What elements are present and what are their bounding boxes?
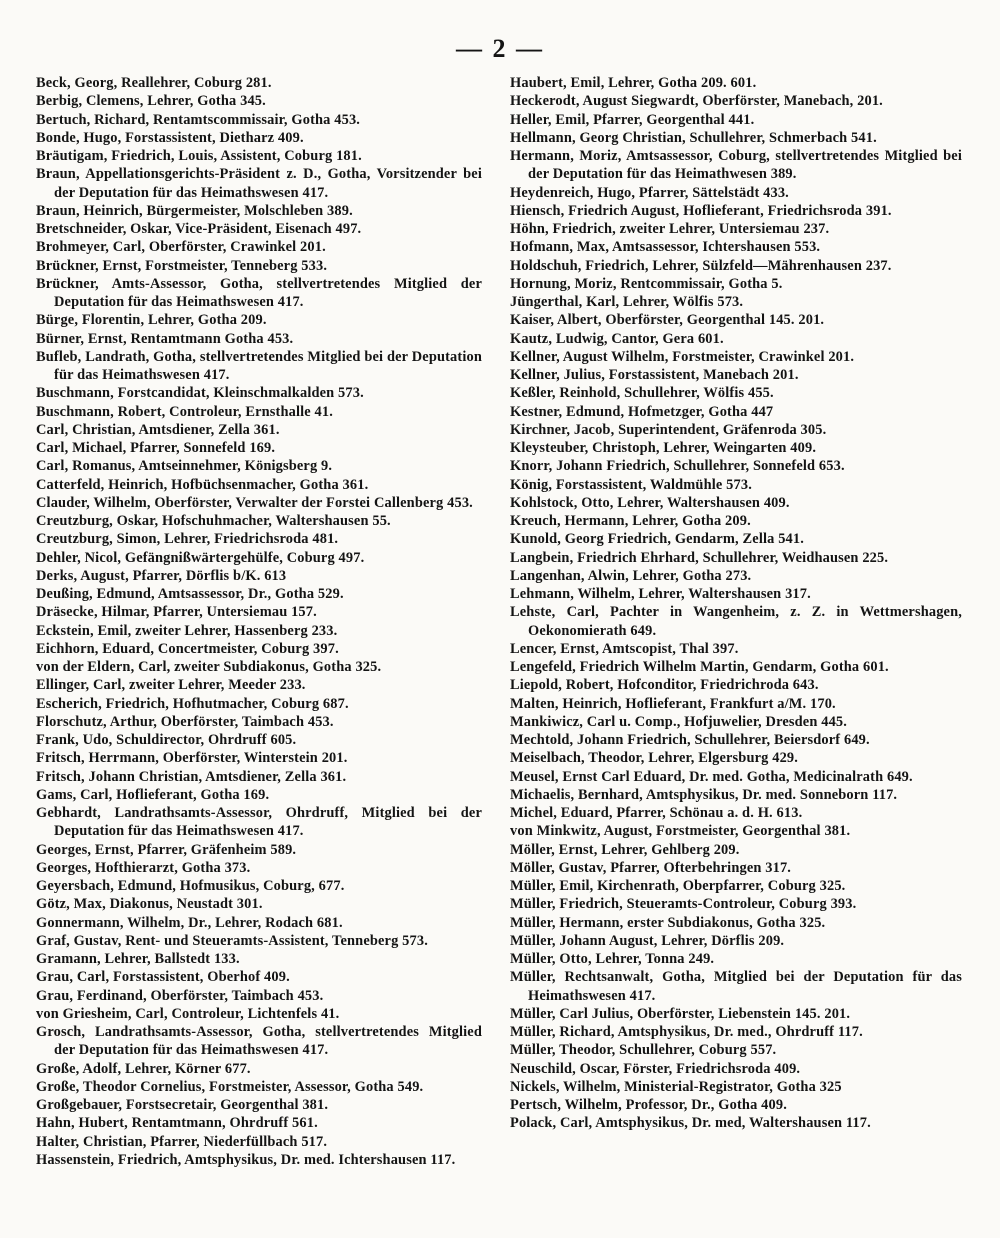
- index-entry: Braun, Heinrich, Bürgermeister, Molschleben 389.: [36, 202, 353, 219]
- index-entry: Höhn, Friedrich, zweiter Lehrer, Untersiemau 237.: [510, 221, 830, 237]
- index-entry: Braun, Appellationsgerichts-Präsident z. D., Gotha, Vorsitzender bei der Deputation für das Heimathswesen 417.: [36, 166, 482, 201]
- index-entry: Hofmann, Max, Amtsassessor, Ichtershausen 553.: [510, 239, 821, 256]
- index-entry: von Minkwitz, August, Forstmeister, Georgenthal 381.: [510, 823, 851, 840]
- index-entry: Hassenstein, Friedrich, Amtsphysikus, Dr. med. Ichtershausen 117.: [36, 1151, 456, 1168]
- index-entry: Müller, Friedrich, Steueramts-Controleur, Coburg 393.: [510, 896, 857, 913]
- index-entry: Möller, Gustav, Pfarrer, Ofterbehringen 317.: [510, 859, 792, 876]
- index-entry: Heller, Emil, Pfarrer, Georgenthal 441.: [510, 111, 755, 128]
- index-entry: Carl, Romanus, Amtseinnehmer, Königsberg 9.: [36, 458, 333, 475]
- index-entry: von der Eldern, Carl, zweiter Subdiakonus, Gotha 325.: [36, 659, 382, 675]
- index-entry: Buschmann, Robert, Controleur, Ernsthalle 41.: [36, 403, 333, 420]
- index-entry: Gams, Carl, Hoflieferant, Gotha 169.: [36, 786, 270, 803]
- index-entry: Jüngerthal, Karl, Lehrer, Wölfis 573.: [510, 294, 744, 310]
- index-entry: Dräsecke, Hilmar, Pfarrer, Untersiemau 157.: [36, 604, 317, 621]
- index-entry: von Griesheim, Carl, Controleur, Lichtenfels 41.: [36, 1005, 340, 1022]
- index-entry: Kleysteuber, Christoph, Lehrer, Weingarten 409.: [510, 440, 817, 456]
- index-entry: Bufleb, Landrath, Gotha, stellvertretendes Mitglied bei der Deputation für das Heimathswesen 417.: [36, 348, 482, 383]
- index-entry: Michel, Eduard, Pfarrer, Schönau a. d. H. 613.: [510, 805, 803, 821]
- index-entry: Langbein, Friedrich Ehrhard, Schullehrer, Weidhausen 225.: [510, 549, 889, 566]
- index-entry: Müller, Richard, Amtsphysikus, Dr. med., Ohrdruff 117.: [510, 1024, 863, 1040]
- index-entry: Florschutz, Arthur, Oberförster, Taimbach 453.: [36, 713, 334, 730]
- index-entry: Ellinger, Carl, zweiter Lehrer, Meeder 233.: [36, 677, 306, 694]
- index-entry: Graf, Gustav, Rent- und Steueramts-Assistent, Tenneberg 573.: [36, 932, 428, 949]
- index-entry: Kreuch, Hermann, Lehrer, Gotha 209.: [510, 513, 751, 529]
- index-entry: Fritsch, Herrmann, Oberförster, Winterstein 201.: [36, 750, 348, 767]
- index-entry: Müller, Rechtsanwalt, Gotha, Mitglied bei der Deputation für das Heimathswesen 417.: [510, 969, 962, 1004]
- index-entry: Liepold, Robert, Hofconditor, Friedrichroda 643.: [510, 677, 819, 694]
- index-entry: Bertuch, Richard, Rentamtscommissair, Gotha 453.: [36, 111, 361, 128]
- index-entry: Müller, Otto, Lehrer, Tonna 249.: [510, 951, 715, 967]
- index-entry: Gonnermann, Wilhelm, Dr., Lehrer, Rodach 681.: [36, 914, 343, 931]
- index-entry: Gramann, Lehrer, Ballstedt 133.: [36, 951, 240, 967]
- index-entry: Kellner, Julius, Forstassistent, Manebach 201.: [510, 367, 799, 383]
- index-entry: Haubert, Emil, Lehrer, Gotha 209. 601.: [510, 75, 757, 91]
- index-entry: Mankiwicz, Carl u. Comp., Hofjuwelier, Dresden 445.: [510, 713, 848, 730]
- index-entry: Langenhan, Alwin, Lehrer, Gotha 273.: [510, 567, 752, 584]
- index-entry: Georges, Ernst, Pfarrer, Gräfenheim 589.: [36, 841, 297, 858]
- index-entry: Kirchner, Jacob, Superintendent, Gräfenroda 305.: [510, 421, 827, 438]
- index-entry: Escherich, Friedrich, Hofhutmacher, Coburg 687.: [36, 695, 349, 712]
- index-entry: Knorr, Johann Friedrich, Schullehrer, Sonnefeld 653.: [510, 458, 845, 475]
- index-entry: Malten, Heinrich, Hoflieferant, Frankfurt a/M. 170.: [510, 695, 836, 712]
- index-entry: Grosch, Landrathsamts-Assessor, Gotha, stellvertretendes Mitglied der Deputation für das Heimathswesen 417.: [36, 1024, 482, 1059]
- index-entry: Meiselbach, Theodor, Lehrer, Elgersburg 429.: [510, 750, 799, 767]
- index-entry: Beck, Georg, Reallehrer, Coburg 281.: [36, 75, 272, 91]
- index-entry: Lehste, Carl, Pachter in Wangenheim, z. Z. in Wettmershagen, Oekonomierath 649.: [510, 604, 962, 639]
- index-entry: Müller, Hermann, erster Subdiakonus, Gotha 325.: [510, 914, 826, 931]
- index-entry: Eckstein, Emil, zweiter Lehrer, Hassenberg 233.: [36, 622, 338, 639]
- index-entry: Geyersbach, Edmund, Hofmusikus, Coburg, 677.: [36, 878, 345, 894]
- index-entry: Hermann, Moriz, Amtsassessor, Coburg, stellvertretendes Mitglied bei der Deputation für das Heimathwesen 389.: [510, 148, 962, 183]
- index-entry: Holdschuh, Friedrich, Lehrer, Sülzfeld—Mährenhausen 237.: [510, 257, 892, 274]
- page-number: — 2 —: [456, 34, 544, 63]
- index-entry: Bretschneider, Oskar, Vice-Präsident, Eisenach 497.: [36, 221, 362, 237]
- index-entry: Götz, Max, Diakonus, Neustadt 301.: [36, 896, 263, 913]
- index-entry: Deußing, Edmund, Amtsassessor, Dr., Gotha 529.: [36, 586, 344, 602]
- index-entry: Carl, Michael, Pfarrer, Sonnefeld 169.: [36, 440, 276, 456]
- index-entry: Pertsch, Wilhelm, Professor, Dr., Gotha 409.: [510, 1097, 787, 1113]
- index-entry: Hellmann, Georg Christian, Schullehrer, Schmerbach 541.: [510, 129, 877, 146]
- index-entry: Eichhorn, Eduard, Concertmeister, Coburg 397.: [36, 640, 339, 657]
- index-entry: Lengefeld, Friedrich Wilhelm Martin, Gendarm, Gotha 601.: [510, 659, 889, 675]
- index-entry: Fritsch, Johann Christian, Amtsdiener, Zella 361.: [36, 768, 347, 785]
- index-entry: Creutzburg, Simon, Lehrer, Friedrichsroda 481.: [36, 531, 339, 548]
- index-entry: Catterfeld, Heinrich, Hofbüchsenmacher, Gotha 361.: [36, 476, 369, 493]
- index-entry: Möller, Ernst, Lehrer, Gehlberg 209.: [510, 841, 740, 858]
- index-entry: König, Forstassistent, Waldmühle 573.: [510, 476, 752, 493]
- index-entry: Große, Theodor Cornelius, Forstmeister, Assessor, Gotha 549.: [36, 1078, 424, 1095]
- index-entry: Kunold, Georg Friedrich, Gendarm, Zella 541.: [510, 531, 804, 548]
- index-entry: Frank, Udo, Schuldirector, Ohrdruff 605.: [36, 732, 297, 748]
- index-entry: Müller, Johann August, Lehrer, Dörflis 209.: [510, 932, 785, 949]
- index-entry: Michaelis, Bernhard, Amtsphysikus, Dr. med. Sonneborn 117.: [510, 786, 898, 803]
- index-entry: Buschmann, Forstcandidat, Kleinschmalkalden 573.: [36, 385, 364, 402]
- index-entry: Neuschild, Oscar, Förster, Friedrichsroda 409.: [510, 1060, 801, 1077]
- index-entry: Kohlstock, Otto, Lehrer, Waltershausen 409.: [510, 494, 790, 511]
- index-entry: Clauder, Wilhelm, Oberförster, Verwalter der Forstei Callenberg 453.: [36, 494, 473, 511]
- index-entry: Grau, Carl, Forstassistent, Oberhof 409.: [36, 969, 290, 986]
- index-entry: Kestner, Edmund, Hofmetzger, Gotha 447: [510, 403, 774, 420]
- index-entry: Müller, Emil, Kirchenrath, Oberpfarrer, Coburg 325.: [510, 878, 846, 894]
- index-entry: Halter, Christian, Pfarrer, Niederfüllbach 517.: [36, 1133, 328, 1150]
- index-entry: Kellner, August Wilhelm, Forstmeister, Crawinkel 201.: [510, 348, 855, 365]
- index-entry: Bräutigam, Friedrich, Louis, Assistent, Coburg 181.: [36, 148, 362, 164]
- index-entry: Bonde, Hugo, Forstassistent, Dietharz 409.: [36, 129, 304, 146]
- index-entry: Carl, Christian, Amtsdiener, Zella 361.: [36, 421, 280, 438]
- index-entry: Brückner, Amts-Assessor, Gotha, stellvertretendes Mitglied der Deputation für das Heimathswesen 417.: [36, 275, 482, 310]
- index-entry: Müller, Carl Julius, Oberförster, Liebenstein 145. 201.: [510, 1005, 851, 1022]
- index-entry: Lehmann, Wilhelm, Lehrer, Waltershausen 317.: [510, 586, 811, 602]
- index-entry: Hornung, Moriz, Rentcommissair, Gotha 5.: [510, 275, 783, 292]
- index-entry: Meusel, Ernst Carl Eduard, Dr. med. Gotha, Medicinalrath 649.: [510, 768, 913, 785]
- index-entry: Brohmeyer, Carl, Oberförster, Crawinkel 201.: [36, 239, 326, 256]
- right-column: [510, 74, 962, 1133]
- index-entry: Keßler, Reinhold, Schullehrer, Wölfis 455.: [510, 385, 774, 402]
- index-entry: Georges, Hofthierarzt, Gotha 373.: [36, 859, 251, 876]
- index-entry: Müller, Theodor, Schullehrer, Coburg 557.: [510, 1042, 777, 1059]
- index-entry: Große, Adolf, Lehrer, Körner 677.: [36, 1060, 251, 1077]
- index-entry: Polack, Carl, Amtsphysikus, Dr. med, Waltershausen 117.: [510, 1115, 871, 1132]
- index-entry: Brückner, Ernst, Forstmeister, Tenneberg 533.: [36, 257, 328, 274]
- index-entry: Kaiser, Albert, Oberförster, Georgenthal 145. 201.: [510, 312, 825, 329]
- index-entry: Bürner, Ernst, Rentamtmann Gotha 453.: [36, 330, 294, 347]
- left-column: [36, 74, 482, 1169]
- index-entry: Mechtold, Johann Friedrich, Schullehrer, Beiersdorf 649.: [510, 732, 870, 748]
- index-entry: Dehler, Nicol, Gefängnißwärtergehülfe, Coburg 497.: [36, 549, 365, 566]
- index-entry: Lencer, Ernst, Amtscopist, Thal 397.: [510, 640, 739, 657]
- index-entry: Gebhardt, Landrathsamts-Assessor, Ohrdruff, Mitglied bei der Deputation für das Heimathswesen 417.: [36, 805, 482, 840]
- index-entry: Heydenreich, Hugo, Pfarrer, Sättelstädt 433.: [510, 184, 789, 201]
- index-entry: Creutzburg, Oskar, Hofschuhmacher, Waltershausen 55.: [36, 513, 391, 529]
- index-entry: Nickels, Wilhelm, Ministerial-Registrator, Gotha 325: [510, 1078, 842, 1095]
- index-entry: Großgebauer, Forstsecretair, Georgenthal 381.: [36, 1097, 329, 1113]
- index-entry: Heckerodt, August Siegwardt, Oberförster, Manebach, 201.: [510, 93, 883, 110]
- index-entry: Derks, August, Pfarrer, Dörflis b/K. 613: [36, 567, 287, 584]
- index-entry: Berbig, Clemens, Lehrer, Gotha 345.: [36, 93, 266, 110]
- index-entry: Bürge, Florentin, Lehrer, Gotha 209.: [36, 312, 267, 329]
- index-entry: Hiensch, Friedrich August, Hoflieferant, Friedrichsroda 391.: [510, 202, 892, 219]
- index-entry: Grau, Ferdinand, Oberförster, Taimbach 453.: [36, 987, 324, 1004]
- index-entry: Hahn, Hubert, Rentamtmann, Ohrdruff 561.: [36, 1115, 318, 1132]
- index-entry: Kautz, Ludwig, Cantor, Gera 601.: [510, 330, 724, 347]
